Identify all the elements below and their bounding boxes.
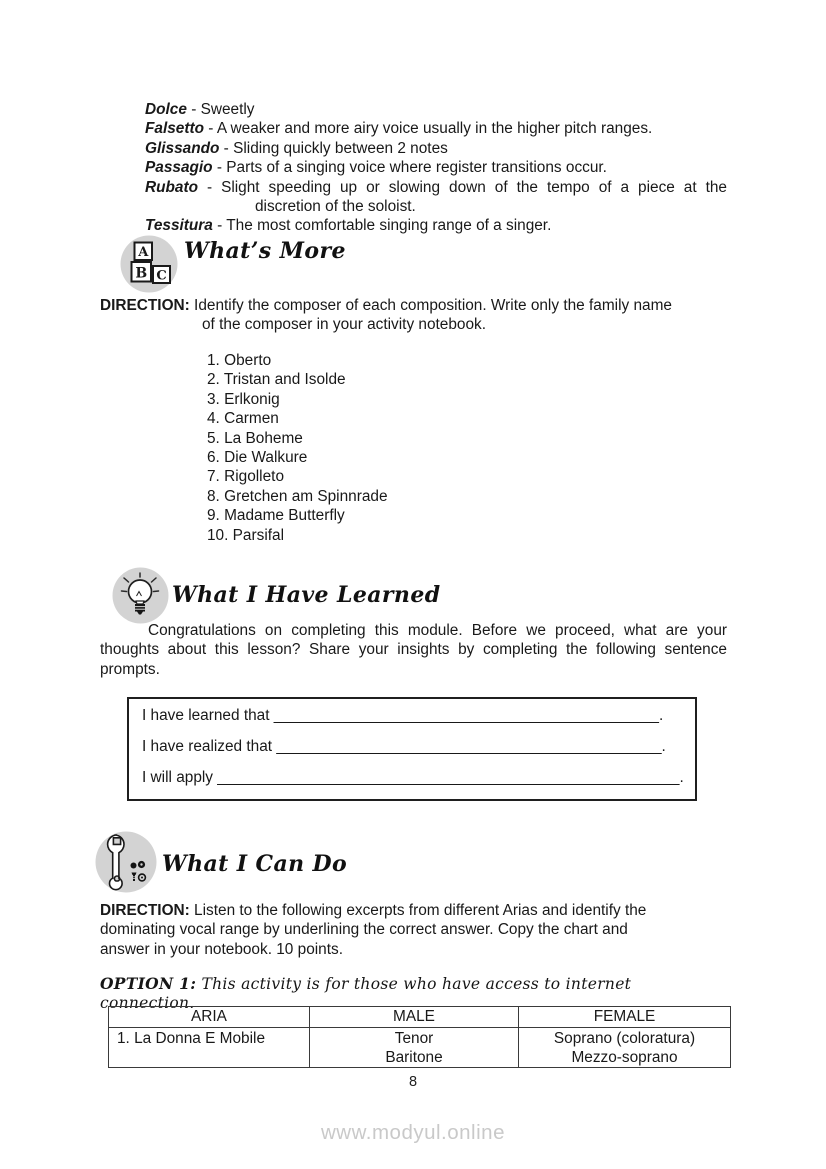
direction-paragraph-2	[100, 901, 730, 959]
definition-text: - Slight speeding up or slowing down of the tempo of a piece at the	[198, 178, 727, 196]
list-item: 2. Tristan and Isolde	[207, 371, 346, 389]
table-row	[109, 1028, 731, 1068]
paragraph-line: prompts.	[100, 660, 160, 678]
list-item: 10. Parsifal	[207, 526, 284, 544]
definition-text: - Sliding quickly between 2 notes	[219, 139, 448, 157]
definition-term: Passagio	[145, 159, 213, 177]
list-item: 3. Erlkonig	[207, 390, 280, 408]
definition-text: - The most comfortable singing range of a singer.	[212, 217, 552, 235]
definition-term: Tessitura	[145, 217, 213, 235]
list-item: 8. Gretchen am Spinnrade	[207, 487, 388, 505]
direction-text: Listen to the following excerpts from different Arias and identify the	[189, 902, 647, 919]
svg-text:C: C	[156, 268, 167, 284]
definition-line	[145, 216, 727, 235]
abc-blocks-icon	[120, 235, 178, 293]
tools-icon	[95, 831, 157, 893]
list-item: 1. Oberto	[207, 352, 272, 369]
lightbulb-icon	[112, 567, 169, 624]
direction-label: DIRECTION:	[100, 902, 190, 919]
list-item: 6. Die Walkure	[207, 449, 308, 467]
prompt-line: I have learned that _____________________________________________.	[142, 707, 664, 724]
watermark: www.modyul.online	[321, 1121, 505, 1144]
cell-male	[310, 1028, 519, 1068]
column-header-aria: ARIA	[109, 1007, 310, 1028]
cell-aria: 1. La Donna E Mobile	[109, 1028, 310, 1068]
definition-line	[145, 119, 727, 138]
definition-continuation: discretion of the soloist.	[255, 198, 416, 216]
definition-text: - Parts of a singing voice where register transitions occur.	[212, 159, 607, 177]
direction-line: dominating vocal range by underlining the correct answer. Copy the chart and	[100, 921, 628, 939]
section-heading-what-i-can-do: What I Can Do	[162, 851, 348, 877]
definition-term: Glissando	[145, 139, 220, 157]
column-header-male: MALE	[310, 1007, 519, 1028]
prompt-line: I have realized that _____________________________________________.	[142, 738, 666, 756]
paragraph-line: Congratulations on completing this module. Before we proceed, what are your	[148, 622, 727, 639]
section-heading-whats-more: What’s More	[184, 238, 346, 264]
direction-label: DIRECTION:	[100, 297, 190, 314]
definition-term: Rubato	[145, 178, 199, 196]
cell-female	[519, 1028, 731, 1068]
sentence-prompts-box	[127, 697, 697, 801]
answer-option: Soprano (coloratura)	[553, 1030, 696, 1047]
prompt-line: I will apply ______________________________________________________.	[142, 769, 684, 787]
definition-term: Dolce	[145, 101, 187, 118]
definition-line	[145, 178, 727, 197]
table-header-row	[109, 1007, 731, 1028]
svg-text:A: A	[138, 245, 149, 260]
direction-line	[100, 901, 730, 920]
definition-line	[145, 158, 727, 177]
direction-text: Identify the composer of each composition. Write only the family name	[189, 297, 672, 314]
direction-line	[100, 296, 728, 315]
list-item: 7. Rigolleto	[207, 468, 284, 486]
direction-paragraph-1	[100, 296, 728, 335]
congratulations-paragraph	[100, 621, 727, 679]
definition-text: - A weaker and more airy voice usually in the higher pitch ranges.	[204, 120, 653, 138]
option-label: OPTION 1:	[100, 974, 197, 993]
svg-text:B: B	[135, 265, 148, 282]
answer-option: Mezzo-soprano	[571, 1049, 678, 1067]
definition-text: - Sweetly	[186, 101, 255, 118]
vocabulary-definitions	[145, 100, 727, 236]
direction-line: of the composer in your activity notebook.	[202, 316, 487, 334]
list-item: 9. Madame Butterfly	[207, 507, 345, 525]
definition-line	[145, 139, 727, 158]
column-header-female: FEMALE	[519, 1007, 731, 1028]
paragraph-line: thoughts about this lesson? Share your insights by completing the following sentence	[100, 641, 727, 659]
composition-list	[207, 351, 388, 545]
option-text: This activity is for those who have access to internet connection.	[100, 975, 632, 1013]
definition-term: Falsetto	[145, 120, 205, 138]
section-heading-what-i-have-learned: What I Have Learned	[172, 582, 441, 608]
answer-option: Tenor	[394, 1030, 434, 1047]
direction-line: answer in your notebook. 10 points.	[100, 940, 343, 958]
list-item: 5. La Boheme	[207, 429, 303, 447]
list-item: 4. Carmen	[207, 410, 279, 428]
aria-answer-table	[108, 1006, 731, 1068]
answer-option: Baritone	[385, 1049, 443, 1067]
page-number: 8	[408, 1074, 418, 1090]
definition-line	[145, 100, 727, 119]
